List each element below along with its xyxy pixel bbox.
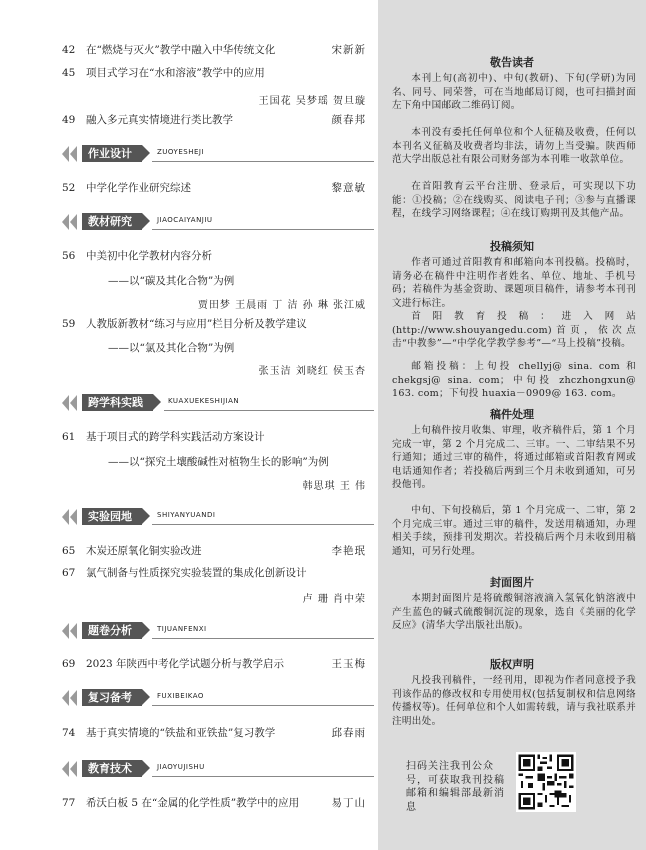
section-header bbox=[62, 145, 374, 162]
article-subtitle: ——以“探究土壤酸碱性对植物生长的影响”为例 bbox=[108, 456, 329, 468]
article-title: 木炭还原氧化铜实验改进 bbox=[86, 545, 202, 557]
article-authors: 贾田梦 王晨雨 丁 洁 孙 琳 张江威 bbox=[197, 300, 366, 311]
section-pinyin: JIAOYUJISHU bbox=[157, 763, 205, 771]
article-author: 易丁山 bbox=[331, 797, 366, 809]
article-authors: 张玉洁 刘晓红 侯玉杏 bbox=[258, 366, 366, 377]
notice-heading: 敬告读者 bbox=[490, 56, 534, 69]
page-number: 49 bbox=[62, 114, 76, 126]
chevron-icon bbox=[62, 213, 78, 230]
divider bbox=[152, 776, 374, 777]
section-label: 教材研究 bbox=[82, 213, 142, 230]
article-title: 人教版新教材“练习与应用”栏目分析及教学建议 bbox=[86, 318, 307, 330]
divider bbox=[152, 524, 374, 525]
article-title: 2023 年陕西中考化学试题分析与教学启示 bbox=[86, 658, 285, 670]
divider bbox=[152, 705, 374, 706]
section-label: 跨学科实践 bbox=[82, 394, 153, 411]
cover-heading: 封面图片 bbox=[490, 576, 534, 589]
page-number: 59 bbox=[62, 318, 76, 330]
section-pinyin: ZUOYESHEJI bbox=[157, 148, 205, 156]
notice-sidebar bbox=[378, 0, 646, 850]
section-pinyin: FUXIBEIKAO bbox=[157, 692, 204, 700]
article-title: 中美初中化学教材内容分析 bbox=[86, 250, 212, 262]
article-author: 李艳珉 bbox=[331, 545, 366, 557]
section-header bbox=[62, 394, 374, 411]
article-title: 在“燃烧与灭火”教学中融入中华传统文化 bbox=[86, 44, 276, 56]
notice-paragraph: 在首阳教育云平台注册、登录后，可实现以下功能：①投稿；②在线购买、阅读电子刊；③参与直播课程，在线学习网络课程；④在线订购期刊及其他产品。 bbox=[392, 181, 636, 219]
section-header bbox=[62, 622, 374, 639]
section-label: 作业设计 bbox=[82, 145, 142, 162]
divider bbox=[152, 161, 374, 162]
section-header bbox=[62, 760, 374, 777]
section-label: 实验园地 bbox=[82, 508, 142, 525]
article-authors: 王国花 吴梦瑶 贺旦璇 bbox=[258, 96, 366, 107]
chevron-icon bbox=[62, 145, 78, 162]
article-title: 氯气制备与性质探究实验装置的集成化创新设计 bbox=[86, 567, 307, 579]
page-number: 61 bbox=[62, 431, 76, 443]
chevron-icon bbox=[62, 622, 78, 639]
article-authors: 韩思琪 王 伟 bbox=[302, 481, 366, 492]
article-subtitle: ——以“碳及其化合物”为例 bbox=[108, 275, 235, 287]
section-pinyin: TIJUANFENXI bbox=[157, 625, 207, 633]
divider bbox=[164, 410, 374, 411]
article-title: 基于真实情境的“铁盐和亚铁盐”复习教学 bbox=[86, 727, 276, 739]
submission-paragraph: 邮箱投稿：上旬投 chellyj@ sina. com 和 chekgsj@ sina. com；中旬投 zhczhongxun@ 163. com；下旬投 huaxia－0909@ 163. com。 bbox=[392, 361, 636, 399]
submission-paragraph: 作者可通过首阳教育和邮箱向本刊投稿。投稿时，请务必在稿件中注明作者姓名、单位、地址、手机号码；若稿件为基金资助、课题项目稿件，请参考本刊刊文进行标注。 bbox=[392, 257, 636, 309]
cover-paragraph: 本期封面图片是将硫酸铜溶液滴入氢氧化钠溶液中产生蓝色的碱式硫酸铜沉淀的现象，选自《美丽的化学反应》(清华大学出版社出版)。 bbox=[392, 593, 636, 631]
section-label: 题卷分析 bbox=[82, 622, 142, 639]
section-header bbox=[62, 689, 374, 706]
section-pinyin: KUAXUEKESHIJIAN bbox=[168, 397, 240, 405]
section-pinyin: JIAOCAIYANJIU bbox=[157, 216, 213, 224]
divider bbox=[152, 229, 374, 230]
article-authors: 卢 珊 肖中荣 bbox=[302, 594, 366, 605]
copyright-paragraph: 凡投我刊稿件，一经刊用，即视为作者同意授予我刊该作品的修改权和专用使用权(包括复制权和信息网络传播权等)。任何单位和个人如需转载，请与我社联系并注明出处。 bbox=[392, 675, 636, 727]
processing-paragraph: 中旬、下旬投稿后，第 1 个月完成一、二审，第 2 个月完成三审。通过三审的稿件，发送用稿通知，办理相关手续，预排刊发期次。若投稿后两个月未收到用稿通知，可另行处理。 bbox=[392, 505, 636, 557]
chevron-icon bbox=[62, 508, 78, 525]
article-title: 中学化学作业研究综述 bbox=[86, 182, 191, 194]
article-title: 基于项目式的跨学科实践活动方案设计 bbox=[86, 431, 265, 443]
section-pinyin: SHIYANYUANDI bbox=[157, 511, 216, 519]
article-author: 邱春雨 bbox=[331, 727, 366, 739]
page-number: 65 bbox=[62, 545, 76, 557]
page-number: 74 bbox=[62, 727, 76, 739]
section-label: 教育技术 bbox=[82, 760, 142, 777]
notice-paragraph: 本刊没有委托任何单位和个人征稿及收费，任何以本刊名义征稿及收费者均非法，请勿上当受骗。陕西师范大学出版总社有限公司财务部为本刊唯一收款单位。 bbox=[392, 127, 636, 165]
processing-paragraph: 上旬稿件按月收集、审理，收齐稿件后，第 1 个月完成一审，第 2 个月完成二、三审。一、二审结果不另行通知；通过三审的稿件，将通过邮箱或首阳教育网或电话通知作者；若投稿后两到三个月未收到通知，可另投他刊。 bbox=[392, 425, 636, 490]
divider bbox=[152, 638, 374, 639]
article-author: 黎意敏 bbox=[331, 182, 366, 194]
processing-heading: 稿件处理 bbox=[490, 408, 534, 421]
page-number: 77 bbox=[62, 797, 76, 809]
page-number: 67 bbox=[62, 567, 76, 579]
article-author: 王玉梅 bbox=[331, 658, 366, 670]
page-number: 69 bbox=[62, 658, 76, 670]
page-number: 56 bbox=[62, 250, 76, 262]
submission-paragraph: 首阳教育投稿：进入网站(http://www.shouyangedu.com)首页，依次点击“中教参”—“中学化学教学参考”—“马上投稿”投稿。 bbox=[392, 311, 636, 349]
section-header bbox=[62, 508, 374, 525]
page-number: 45 bbox=[62, 67, 76, 79]
copyright-heading: 版权声明 bbox=[490, 658, 534, 671]
article-title: 希沃白板 5 在“金属的化学性质”教学中的应用 bbox=[86, 797, 300, 809]
qr-code-icon[interactable] bbox=[516, 752, 576, 812]
page-number: 42 bbox=[62, 44, 76, 56]
article-title: 融入多元真实情境进行类比教学 bbox=[86, 114, 233, 126]
section-label: 复习备考 bbox=[82, 689, 142, 706]
section-header bbox=[62, 213, 374, 230]
article-subtitle: ——以“氯及其化合物”为例 bbox=[108, 342, 235, 354]
chevron-icon bbox=[62, 760, 78, 777]
article-author: 颜春邦 bbox=[331, 114, 366, 126]
notice-paragraph: 本刊上旬(高初中)、中旬(教研)、下旬(学研)为同名、同号、同荣誉，可在当地邮局订阅，也可扫描封面左下角中国邮政二维码订阅。 bbox=[392, 73, 636, 111]
chevron-icon bbox=[62, 394, 78, 411]
article-author: 宋新新 bbox=[331, 44, 366, 56]
qr-caption: 扫码关注我刊公众号，可获取我刊投稿邮箱和编辑部最新消息 bbox=[406, 761, 505, 813]
submission-heading: 投稿须知 bbox=[490, 240, 534, 253]
page-number: 52 bbox=[62, 182, 76, 194]
article-title: 项目式学习在“水和溶液”教学中的应用 bbox=[86, 67, 265, 79]
chevron-icon bbox=[62, 689, 78, 706]
